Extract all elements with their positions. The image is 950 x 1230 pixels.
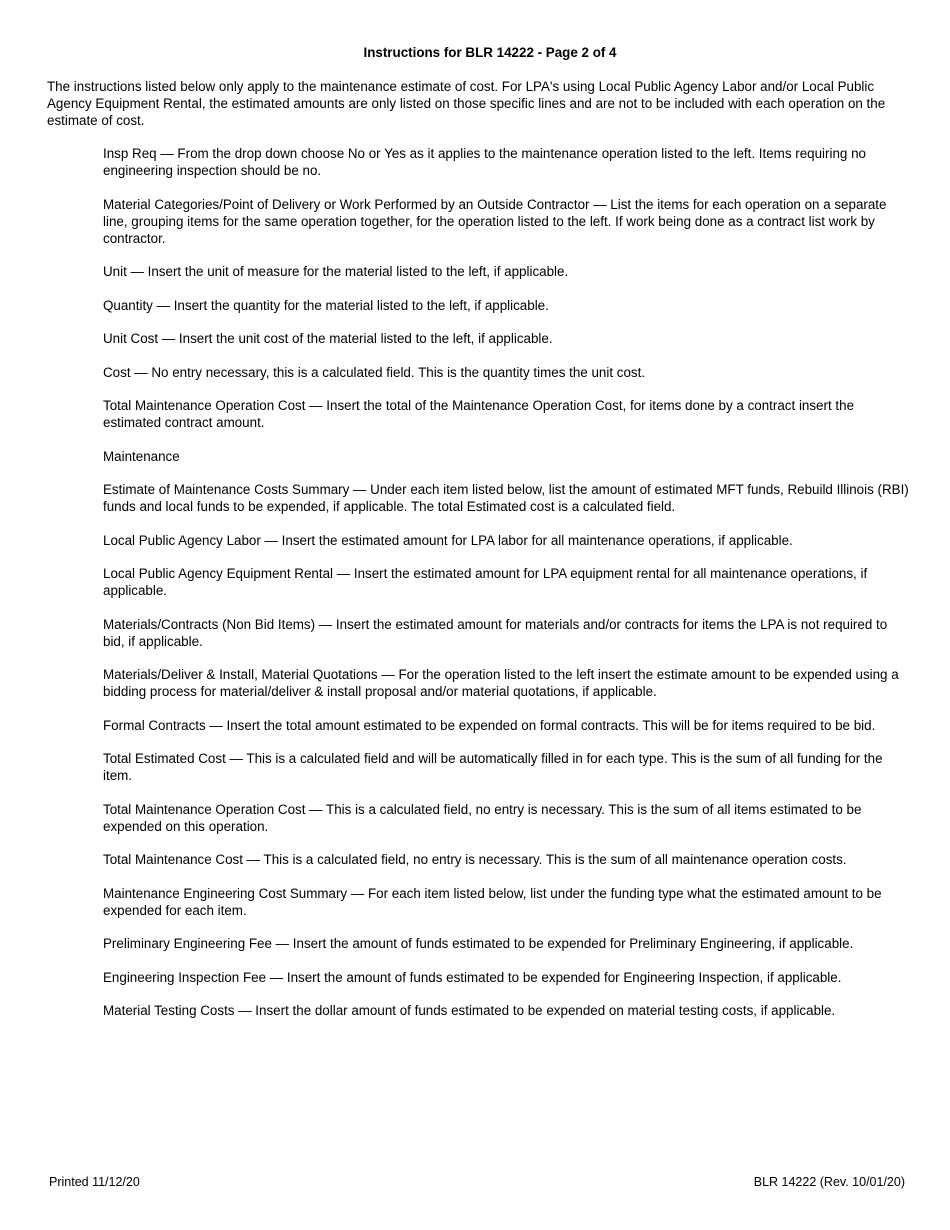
instruction-materials-contracts: Materials/Contracts (Non Bid Items) — Insert the estimated amount for materials and/or contracts for items the LPA is not required to bid, if applicable. [103, 616, 888, 649]
instruction-engineering-cost-summary: Maintenance Engineering Cost Summary — For each item listed below, list under the funding type what the estimated amount to be expended for each item. [103, 885, 882, 918]
instruction-lpa-labor: Local Public Agency Labor — Insert the estimated amount for LPA labor for all maintenance operations, if applicable. [103, 532, 793, 548]
instruction-formal-contracts: Formal Contracts — Insert the total amount estimated to be expended on formal contracts. This will be for items required to be bid. [103, 717, 876, 733]
instruction-preliminary-engineering-fee: Preliminary Engineering Fee — Insert the amount of funds estimated to be expended for Preliminary Engineering, if applicable. [103, 936, 854, 951]
instruction-list [103, 145, 909, 1036]
intro-paragraph: The instructions listed below only apply to the maintenance estimate of cost. For LPA's using Local Public Agency Labor and/or Local Public Agency Equipment Rental, the estimated amounts are only listed on those specific lines and are not to be included with each operation on the estimate of cost. [47, 79, 886, 128]
instruction-total-maintenance-cost: Total Maintenance Cost — This is a calculated field, no entry is necessary. This is the sum of all maintenance operation costs. [103, 852, 847, 867]
instruction-total-maintenance-operation-cost: Total Maintenance Operation Cost — Insert the total of the Maintenance Operation Cost, for items done by a contract insert the estimated contract amount. [103, 398, 855, 430]
instruction-engineering-inspection-fee: Engineering Inspection Fee — Insert the amount of funds estimated to be expended for Engineering Inspection, if applicable. [103, 969, 842, 985]
instruction-total-estimated-cost: Total Estimated Cost — This is a calculated field and will be automatically filled in for each type. This is the sum of all funding for the item. [103, 751, 883, 783]
form-revision: BLR 14222 (Rev. 10/01/20) [753, 1175, 905, 1189]
page-title: Instructions for BLR 14222 - Page 2 of 4 [363, 45, 617, 60]
instruction-estimate-summary: Estimate of Maintenance Costs Summary — Under each item listed below, list the amount of estimated MFT funds, Rebuild Illinois (RBI) funds and local funds to be expended, if applicable. The total Estimated cost is a calculated field. [103, 482, 909, 514]
printed-date: Printed 11/12/20 [49, 1175, 140, 1189]
instruction-insp-req: Insp Req — From the drop down choose No or Yes as it applies to the maintenance operation listed to the left. Items requiring no engineering inspection should be no. [103, 146, 866, 178]
instruction-unit: Unit — Insert the unit of measure for the material listed to the left, if applicable. [103, 264, 569, 279]
instruction-unit-cost: Unit Cost — Insert the unit cost of the material listed to the left, if applicable. [103, 331, 553, 346]
instruction-material-categories: Material Categories/Point of Delivery or Work Performed by an Outside Contractor — List the items for each operation on a separate line, grouping items for the same operation together, for the operation listed to the left. If work being done as a contract list work by contractor. [103, 196, 887, 246]
instruction-lpa-equipment-rental: Local Public Agency Equipment Rental — Insert the estimated amount for LPA equipment rental for all maintenance operations, if applicable. [103, 566, 868, 598]
section-heading-maintenance: Maintenance [103, 448, 180, 464]
instruction-materials-deliver-install: Materials/Deliver & Install, Material Quotations — For the operation listed to the left insert the estimate amount to be expended using a bidding process for material/deliver & install proposal and/or material quotations, if applicable. [103, 667, 899, 699]
instruction-material-testing-costs: Material Testing Costs — Insert the dollar amount of funds estimated to be expended on material testing costs, if applicable. [103, 1003, 836, 1018]
instruction-cost: Cost — No entry necessary, this is a calculated field. This is the quantity times the unit cost. [103, 364, 646, 380]
instruction-quantity: Quantity — Insert the quantity for the material listed to the left, if applicable. [103, 297, 549, 313]
instruction-total-maintenance-operation-cost-calc: Total Maintenance Operation Cost — This is a calculated field, no entry is necessary. This is the sum of all items estimated to be expended on this operation. [103, 801, 862, 834]
